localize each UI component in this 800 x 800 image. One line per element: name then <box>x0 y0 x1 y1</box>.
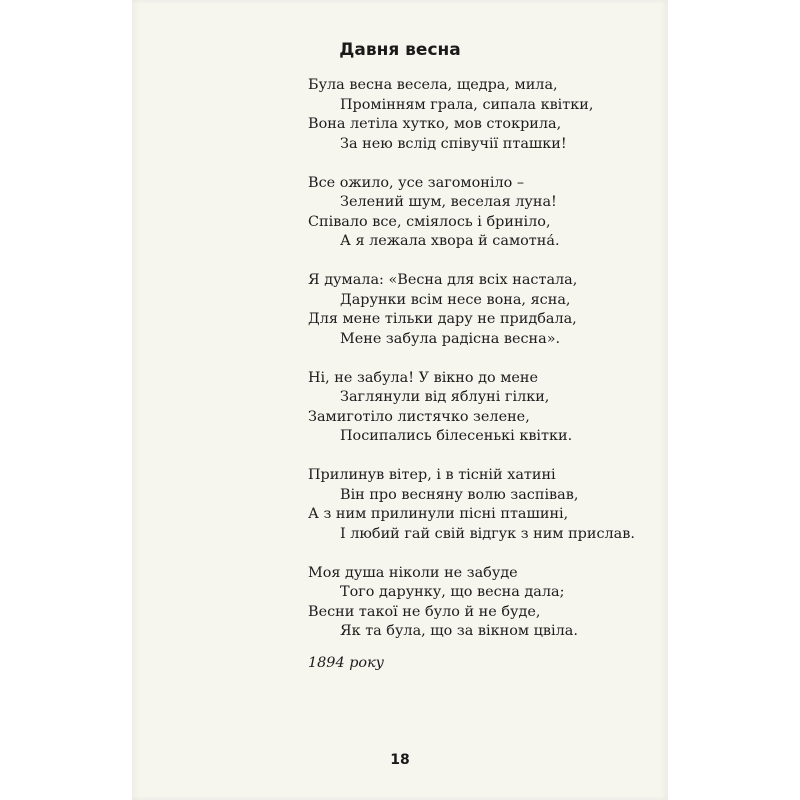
poem-line: Вона летіла хутко, мов стокрила, <box>308 116 562 132</box>
stanza-3 <box>308 271 728 349</box>
poem-line: Моя душа ніколи не забуде <box>308 564 518 581</box>
poem-line: Ні, не забула! У вікно до мене <box>308 369 539 386</box>
poem-line: Промінням грала, сипала квітки, <box>340 96 594 113</box>
poem-line: Для мене тільки дару не придбала, <box>308 311 577 327</box>
stanza-2 <box>308 174 728 252</box>
poem-line: А з ним прилинули пісні пташині, <box>308 506 569 522</box>
poem-body <box>308 76 728 661</box>
poem-line: А я лежала хвора й самотна́. <box>340 233 560 249</box>
poem-line: Дарунки всім несе вона, ясна, <box>340 291 571 308</box>
stanza-4 <box>308 369 728 447</box>
stanza-5 <box>308 466 728 544</box>
poem-line: Того дарунку, що весна дала; <box>340 584 565 600</box>
poem-line: Замиготіло листячко зелене, <box>308 408 530 425</box>
poem-line: І любий гай свій відгук з ним прислав. <box>340 525 635 542</box>
poem-line: Мене забула радісна весна». <box>340 330 561 347</box>
poem-line: Співало все, сміялось і бриніло, <box>308 213 551 230</box>
stanza-1 <box>308 76 728 154</box>
stanza-6 <box>308 564 728 642</box>
poem-line: Весни такої не було й не буде, <box>308 603 541 620</box>
poem-line: Як та була, що за вікном цвіла. <box>340 623 578 639</box>
poem-title: Давня весна <box>339 40 461 60</box>
poem-line: Заглянули від яблуні гілки, <box>340 389 550 405</box>
page-number: 18 <box>390 752 410 768</box>
poem-line: За нею вслід співучії пташки! <box>340 135 567 152</box>
poem-date: 1894 року <box>308 655 385 671</box>
book-page <box>132 0 668 800</box>
poem-line: Була весна весела, щедра, мила, <box>308 77 558 93</box>
poem-line: Прилинув вітер, і в тісній хатині <box>308 467 556 483</box>
poem-line: Все ожило, усе загомоніло – <box>308 174 525 191</box>
poem-line: Посипались білесенькі квітки. <box>340 428 573 444</box>
poem-line: Зелений шум, веселая луна! <box>340 194 557 210</box>
poem-line: Я думала: «Весна для всіх настала, <box>308 272 578 288</box>
poem-line: Він про весняну волю заспівав, <box>340 486 579 503</box>
